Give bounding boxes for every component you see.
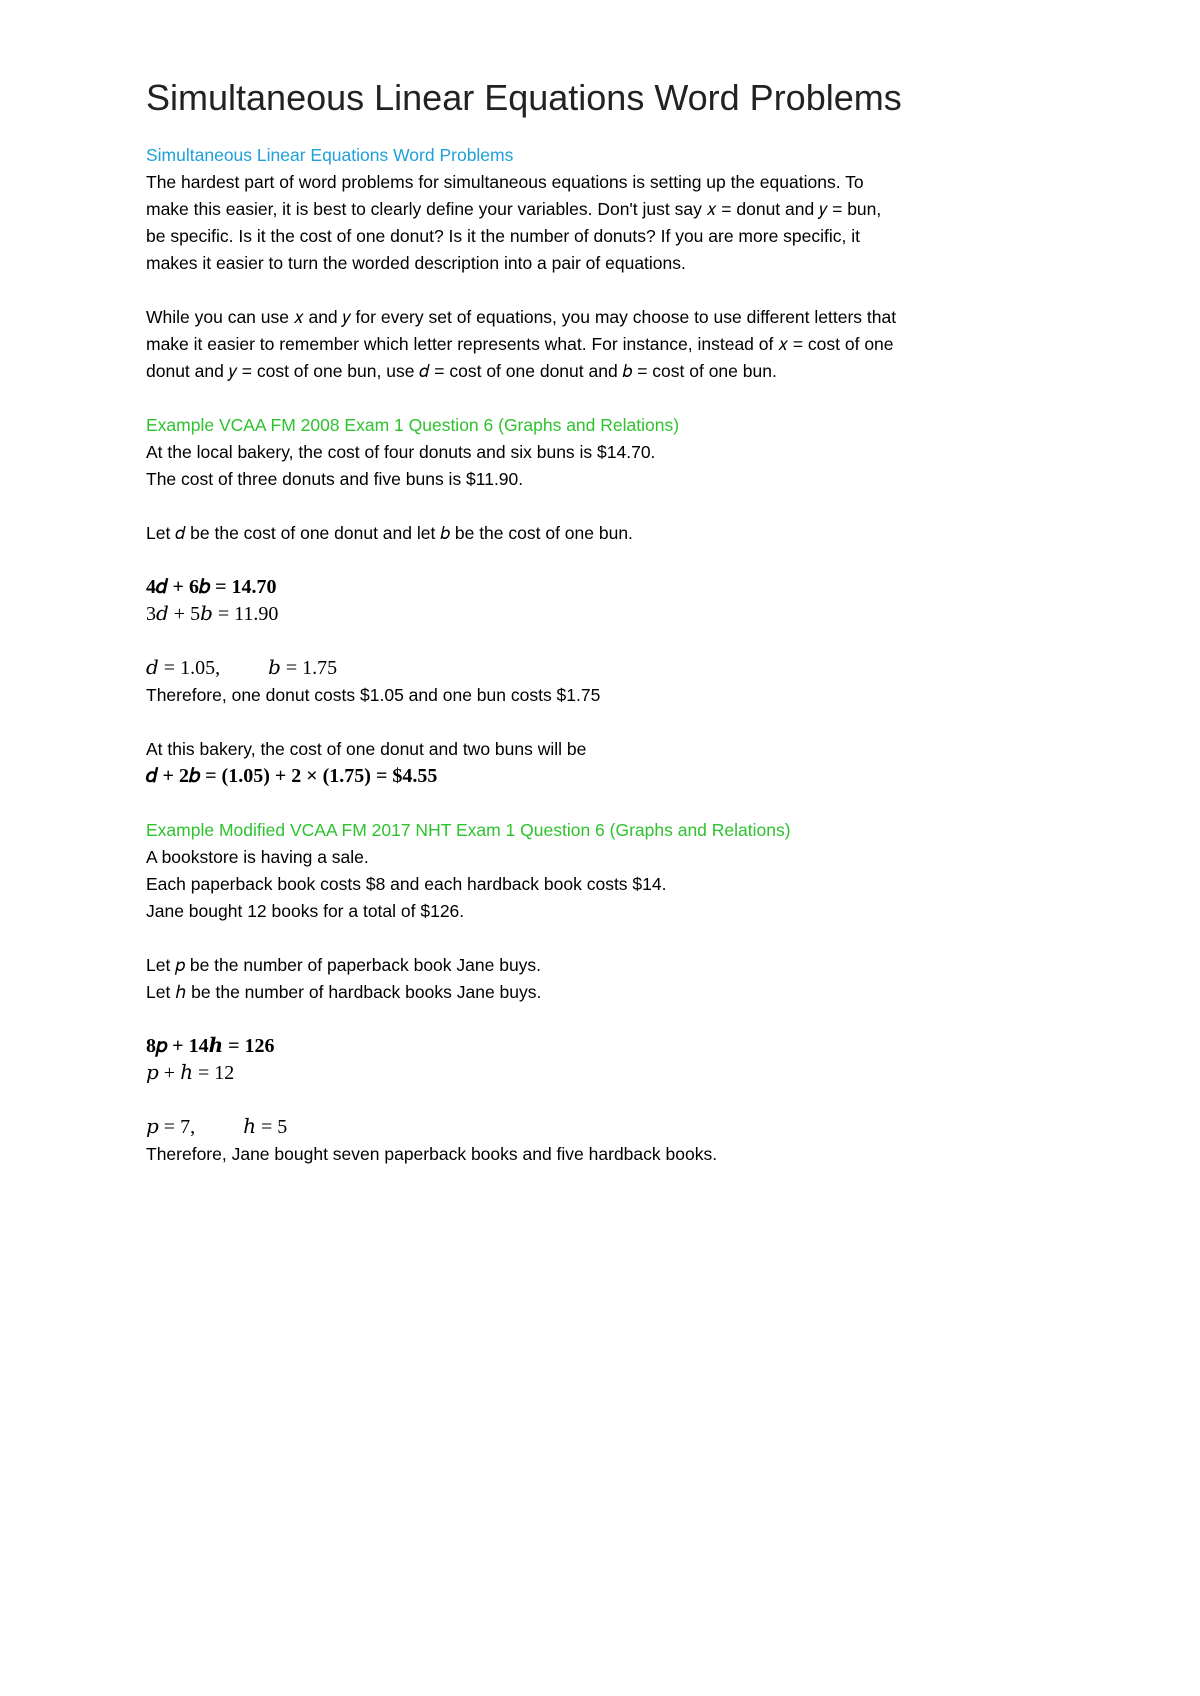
solution-line	[146, 1114, 1076, 1141]
paragraph-line: The hardest part of word problems for simultaneous equations is setting up the equations. To	[146, 172, 864, 192]
paragraph-line: make it easier to remember which letter represents what. For instance, instead of 𝑥 = cost of one	[146, 334, 894, 354]
solution-p: 𝑝 = 7,	[146, 1116, 196, 1138]
spacer	[146, 790, 1076, 817]
spacer	[146, 709, 1076, 736]
spacer	[146, 547, 1076, 574]
solution-h: ℎ = 5	[243, 1116, 288, 1138]
calculation-text: 𝑑 + 2𝑏 = (1.05) + 2 × (1.75) = $4.55	[146, 765, 438, 787]
paragraph-line: donut and 𝑦 = cost of one bun, use 𝑑 = cost of one donut and 𝑏 = cost of one bun.	[146, 361, 777, 381]
variable-definition: Let 𝑑 be the cost of one donut and let 𝑏 be the cost of one bun.	[146, 523, 633, 543]
spacer	[146, 385, 1076, 412]
example-1-heading: Example VCAA FM 2008 Exam 1 Question 6 (Graphs and Relations)	[146, 415, 680, 435]
spacer	[146, 277, 1076, 304]
example-2-heading: Example Modified VCAA FM 2017 NHT Exam 1 Question 6 (Graphs and Relations)	[146, 820, 791, 840]
equation-1	[146, 1033, 1076, 1060]
equation-2	[146, 1060, 1076, 1087]
page-title: Simultaneous Linear Equations Word Problems	[146, 77, 902, 118]
problem-line: Each paperback book costs $8 and each hardback book costs $14.	[146, 874, 667, 894]
section-heading: Simultaneous Linear Equations Word Problems	[146, 145, 514, 165]
paragraph-line: be specific. Is it the cost of one donut? Is it the number of donuts? If you are more specific, it	[146, 226, 860, 246]
intro-paragraph-2	[146, 304, 1076, 385]
spacer	[146, 1087, 1076, 1114]
problem-line: Jane bought 12 books for a total of $126.	[146, 901, 465, 921]
problem-line: The cost of three donuts and five buns is $11.90.	[146, 469, 524, 489]
conclusion: Therefore, one donut costs $1.05 and one bun costs $1.75	[146, 685, 601, 705]
problem-line: At the local bakery, the cost of four donuts and six buns is $14.70.	[146, 442, 656, 462]
spacer	[146, 493, 1076, 520]
spacer	[146, 1006, 1076, 1033]
equation-text: 4𝑑 + 6𝑏 = 14.70	[146, 576, 277, 598]
conclusion: Therefore, Jane bought seven paperback books and five hardback books.	[146, 1144, 718, 1164]
variable-definition: Let ℎ be the number of hardback books Jane buys.	[146, 982, 542, 1002]
variable-definition: Let 𝑝 be the number of paperback book Jane buys.	[146, 955, 542, 975]
paragraph-line: makes it easier to turn the worded description into a pair of equations.	[146, 253, 686, 273]
paragraph-line: While you can use 𝑥 and 𝑦 for every set of equations, you may choose to use different letters that	[146, 307, 897, 327]
spacer	[146, 628, 1076, 655]
intro-paragraph-1	[146, 169, 1076, 277]
paragraph-line: make this easier, it is best to clearly define your variables. Don't just say 𝑥 = donut and 𝑦 = bun,	[146, 199, 882, 219]
followup-question: At this bakery, the cost of one donut and two buns will be	[146, 739, 587, 759]
document-content	[146, 74, 1076, 1168]
solution-d: 𝑑 = 1.05,	[146, 657, 221, 679]
solution-b: 𝑏 = 1.75	[268, 657, 338, 679]
equation-text: 8𝑝 + 14ℎ = 126	[146, 1035, 275, 1057]
calculation	[146, 763, 1076, 790]
solution-line	[146, 655, 1076, 682]
equation-1	[146, 574, 1076, 601]
equation-2	[146, 601, 1076, 628]
problem-line: A bookstore is having a sale.	[146, 847, 369, 867]
equation-text: 𝑝 + ℎ = 12	[146, 1062, 235, 1084]
equation-text: 3𝑑 + 5𝑏 = 11.90	[146, 603, 279, 625]
spacer	[146, 925, 1076, 952]
